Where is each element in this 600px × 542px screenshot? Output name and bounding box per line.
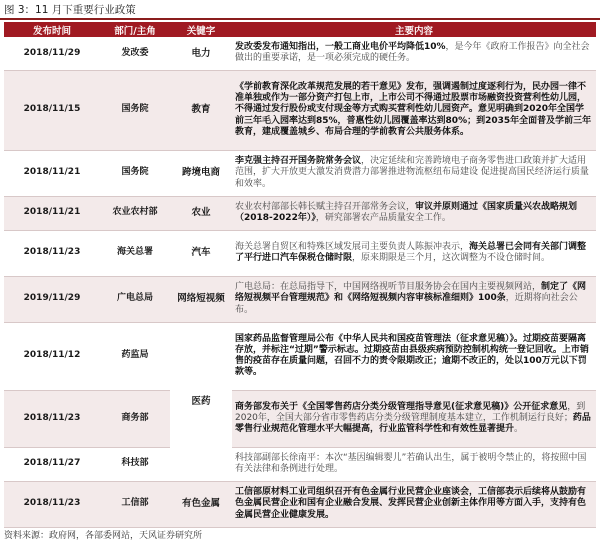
table-row [4,196,596,230]
row-content [232,390,596,447]
content-segment: 科技部副部长徐南平：本次“基因编辑婴儿”若确认出生，属于被明令禁止的，将按照中国有关法律和条例进行处理。 [235,452,587,474]
caption-rule [0,18,600,20]
content-segment: 国家药品监督管理局公布《中华人民共和国疫苗管理法（征求意见稿）》。过期疫苗要隔离存放，并标注“过期”警示标志。过期疫苗由县级疾病预防控制机构统一登记回收。 [235,333,587,355]
content-segment: ，原来期限是三个月，这次调整为不设仓储时间。 [352,253,551,263]
source-note: 资料来源：政府网，各部委网站，天风证券研究所 [4,531,203,541]
content-segment: 李克强主持召开国务院常务会议 [235,156,362,167]
row-dept: 国务院 [100,150,170,196]
content-segment: ，研究部署农产品质量安全工作。 [315,213,451,223]
merged-keyword: 医药 [170,322,232,481]
table-row [4,150,596,196]
row-date: 2018/11/27 [4,447,100,481]
row-keyword: 跨境电商 [170,150,232,196]
table-row [4,276,596,322]
row-date: 2018/11/21 [4,150,100,196]
row-keyword: 农业 [170,196,232,230]
table-row [4,322,596,390]
content-segment: 药品零售行业规范化管理水平大幅提高，行业监管科学性和有效性显著提升 [235,412,591,435]
row-keyword: 电力 [170,37,232,70]
content-segment: 商务部发布关于《全国零售药店分类分级管理指导意见(征求意见稿)》公开征求意见 [235,401,568,412]
row-content [232,276,596,322]
table-row [4,230,596,276]
table-row [4,37,596,70]
content-segment: 制定了《网络短视频平台管理规范》和《网络短视频内容审核标准细则》100条 [235,282,587,304]
content-segment: 发改委发布通知指出，一般工商业电价平均降低10% [235,42,446,53]
content-segment: 农业农村部部长韩长赋主持召开部常务会议， [235,201,416,212]
table-row [4,390,596,447]
row-dept: 商务部 [100,390,170,447]
row-dept: 广电总局 [100,276,170,322]
row-date: 2018/11/29 [4,37,100,70]
content-segment: ，到2020年，全国大部分省市零售药店分类分级管理制度基本建立，工作机制运行良好； [235,401,586,423]
row-dept: 农业农村部 [100,196,170,230]
table-row [4,481,596,527]
row-date: 2019/11/29 [4,276,100,322]
row-dept: 工信部 [100,481,170,527]
content-segment: 审议并原则通过《国家质量兴农战略规划（2018-2022年）》 [235,201,578,223]
row-date: 2018/11/23 [4,390,100,447]
content-segment: ，是今年《政府工作报告》向全社会做出的重要承诺，是一项必须完成的硬任务。 [235,42,590,64]
row-content [232,481,596,527]
content-segment: 海关总署已会同有关部门调整了平行进口汽车保税仓储时限 [235,241,587,263]
row-dept: 国务院 [100,70,170,150]
content-segment: 上市销售的疫苗存在质量问题，召回不力的责令限期改正；逾期不改正的，处以100万元以下罚款等。 [235,344,589,378]
table-header-row [4,22,596,37]
content-segment: ，决定延续和完善跨境电子商务零售进口政策并扩大适用范围，扩大开放更大激发消费潜力部署推进物流枢纽布局建设 促进提高国民经济运行质量和效率。 [235,156,589,189]
content-segment: 。 [514,424,524,435]
row-date: 2018/11/15 [4,70,100,150]
header-keyword: 关键字 [170,22,232,37]
row-date: 2018/11/23 [4,481,100,527]
row-content [232,150,596,196]
table-row [4,447,596,481]
row-date: 2018/11/23 [4,230,100,276]
row-dept: 发改委 [100,37,170,70]
row-dept: 海关总署 [100,230,170,276]
row-keyword: 教育 [170,70,232,150]
row-content [232,230,596,276]
table-row [4,70,596,150]
row-content [232,37,596,70]
policy-table [4,22,596,528]
content-segment: 《学前教育深化改革规范发展的若干意见》发布，强调遏制过度逐利行为，民办园一律不准单独或作为一部分资产打包上市，上市公司不得通过股票市场融资投资营利性幼儿园，不得通过发行股份或支付现金等方式购买营利性幼儿园资产。意见明确到2020年全国学前三年毛入园率达到85%，普惠性幼儿园覆盖率达到80%；到2035年全面普及学前三年教育，建成覆盖城乡、布局合理的学前教育公共服务体系。 [235,81,592,137]
header-date: 发布时间 [4,22,100,37]
row-content [232,322,596,390]
figure-caption: 图 3：11 月下重要行业政策 [4,4,136,16]
row-keyword: 网络短视频 [170,276,232,322]
content-segment: 广电总局：在总局指导下，中国网络视听节目服务协会在国内主要视频网站， [235,282,542,293]
row-date: 2018/11/12 [4,322,100,390]
content-segment: ，近期将向社会公布。 [235,293,578,315]
row-content [232,196,596,230]
row-keyword: 汽车 [170,230,232,276]
row-dept: 科技部 [100,447,170,481]
row-date: 2018/11/21 [4,196,100,230]
content-segment: 海关总署自贸区和特殊区域发展司主要负责人陈振冲表示， [235,241,470,252]
row-dept: 药监局 [100,322,170,390]
row-content [232,70,596,150]
header-content: 主要内容 [232,22,596,37]
row-keyword: 有色金属 [170,481,232,527]
row-content [232,447,596,481]
content-segment: 工信部原材料工业司组织召开有色金属行业民营企业座谈会，工信部表示后续将从鼓励有色金属民营企业和国有企业融合发展、发挥民营企业创新主体作用等方面入手，支持有色金属民营企业健康发展。 [235,487,587,520]
header-dept: 部门/主角 [100,22,170,37]
